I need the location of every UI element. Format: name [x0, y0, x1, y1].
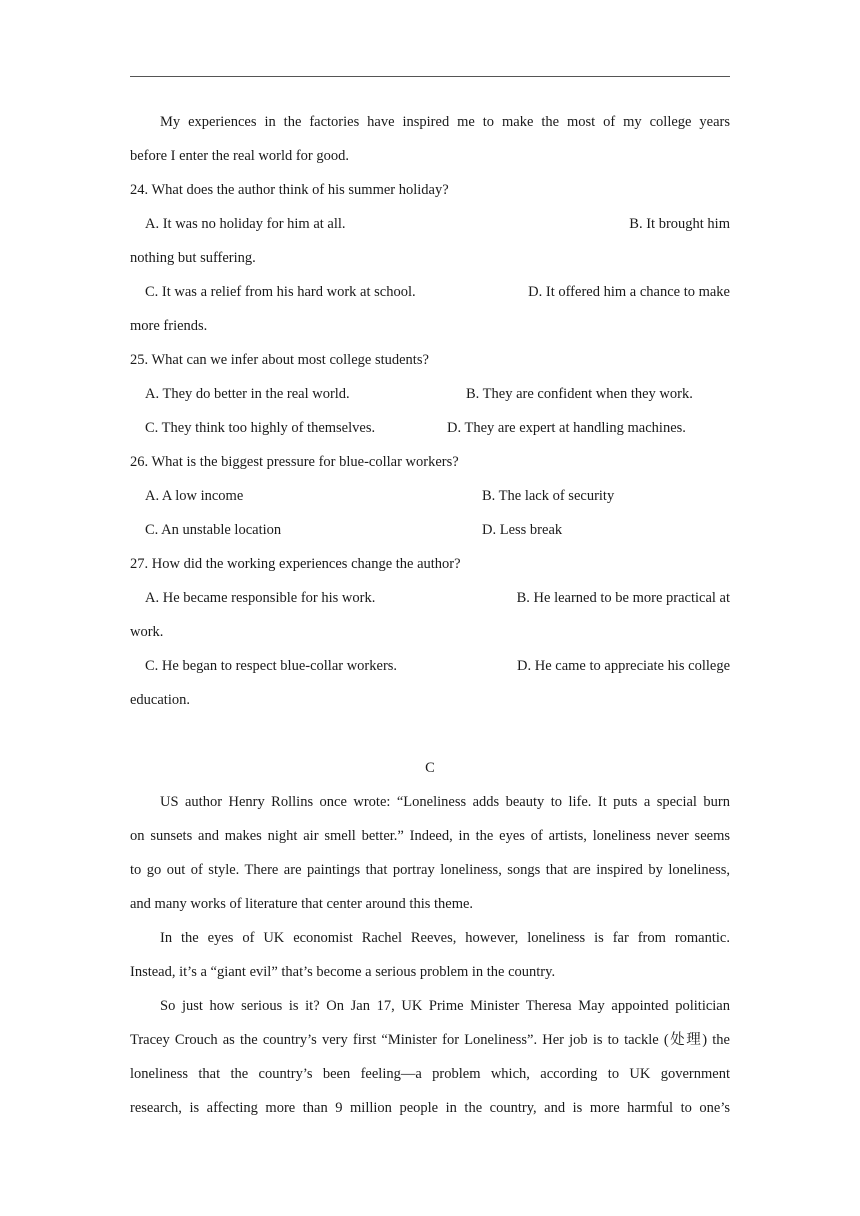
option-d: D. They are expert at handling machines. [447, 420, 686, 436]
option-c: C. An unstable location [145, 522, 282, 538]
option-c: C. He began to respect blue-collar workers. [145, 658, 398, 674]
paragraph-line: In the eyes of UK economist Rachel Reeves, however, loneliness is far from romantic. [160, 930, 730, 946]
question-26-option-row [130, 479, 730, 513]
question-26-stem: 26. What is the biggest pressure for blue-collar workers? [130, 454, 459, 470]
question-27-stem: 27. How did the working experiences change the author? [130, 556, 461, 572]
paragraph-line: US author Henry Rollins once wrote: “Loneliness adds beauty to life. It puts a special burn [160, 794, 730, 810]
option-b-continued: nothing but suffering. [130, 250, 256, 266]
page-content [130, 105, 730, 1125]
option-b: B. It brought him [629, 216, 730, 232]
option-d: D. He came to appreciate his college [517, 658, 730, 674]
option-a: A. He became responsible for his work. [145, 590, 376, 606]
paragraph-line: Tracey Crouch as the country’s very first “Minister for Loneliness”. Her job is to tackle (处理) the [130, 1032, 730, 1048]
question-26-option-row [130, 513, 730, 547]
section-heading: C [425, 760, 435, 776]
question-25-stem: 25. What can we infer about most college students? [130, 352, 429, 368]
option-d: D. Less break [482, 522, 563, 538]
option-a: A. A low income [145, 488, 244, 504]
paragraph-line: Instead, it’s a “giant evil” that’s become a serious problem in the country. [130, 964, 556, 980]
question-24-stem: 24. What does the author think of his summer holiday? [130, 182, 449, 198]
question-25-option-row [130, 411, 730, 445]
paragraph-line: So just how serious is it? On Jan 17, UK Prime Minister Theresa May appointed politician [160, 998, 730, 1014]
option-a: A. They do better in the real world. [145, 386, 350, 402]
option-d-continued: more friends. [130, 318, 208, 334]
option-b: B. He learned to be more practical at [516, 590, 730, 606]
paragraph-line: My experiences in the factories have inspired me to make the most of my college years [160, 114, 730, 130]
question-25-option-row [130, 377, 730, 411]
option-c: C. It was a relief from his hard work at school. [145, 284, 416, 300]
option-d: D. It offered him a chance to make [528, 284, 730, 300]
option-b: B. They are confident when they work. [466, 386, 693, 402]
option-d-continued: education. [130, 692, 190, 708]
option-c: C. They think too highly of themselves. [145, 420, 376, 436]
header-rule [130, 76, 730, 77]
option-b: B. The lack of security [482, 488, 615, 504]
option-b-continued: work. [130, 624, 164, 640]
paragraph-line: before I enter the real world for good. [130, 148, 350, 164]
blank-line [130, 717, 730, 751]
paragraph-line: research, is affecting more than 9 million people in the country, and is more harmful to one’s [130, 1100, 730, 1116]
question-27-option-row [130, 581, 730, 615]
paragraph-line: and many works of literature that center around this theme. [130, 896, 474, 912]
question-24-option-row [130, 275, 730, 309]
paragraph-line: loneliness that the country’s been feeling—a problem which, according to UK government [130, 1066, 730, 1082]
paragraph-line: to go out of style. There are paintings that portray loneliness, songs that are inspired by loneliness, [130, 862, 730, 878]
paragraph-line: on sunsets and makes night air smell better.” Indeed, in the eyes of artists, loneliness never seems [130, 828, 730, 844]
question-27-option-row [130, 649, 730, 683]
option-a: A. It was no holiday for him at all. [145, 216, 346, 232]
question-24-option-row [130, 207, 730, 241]
